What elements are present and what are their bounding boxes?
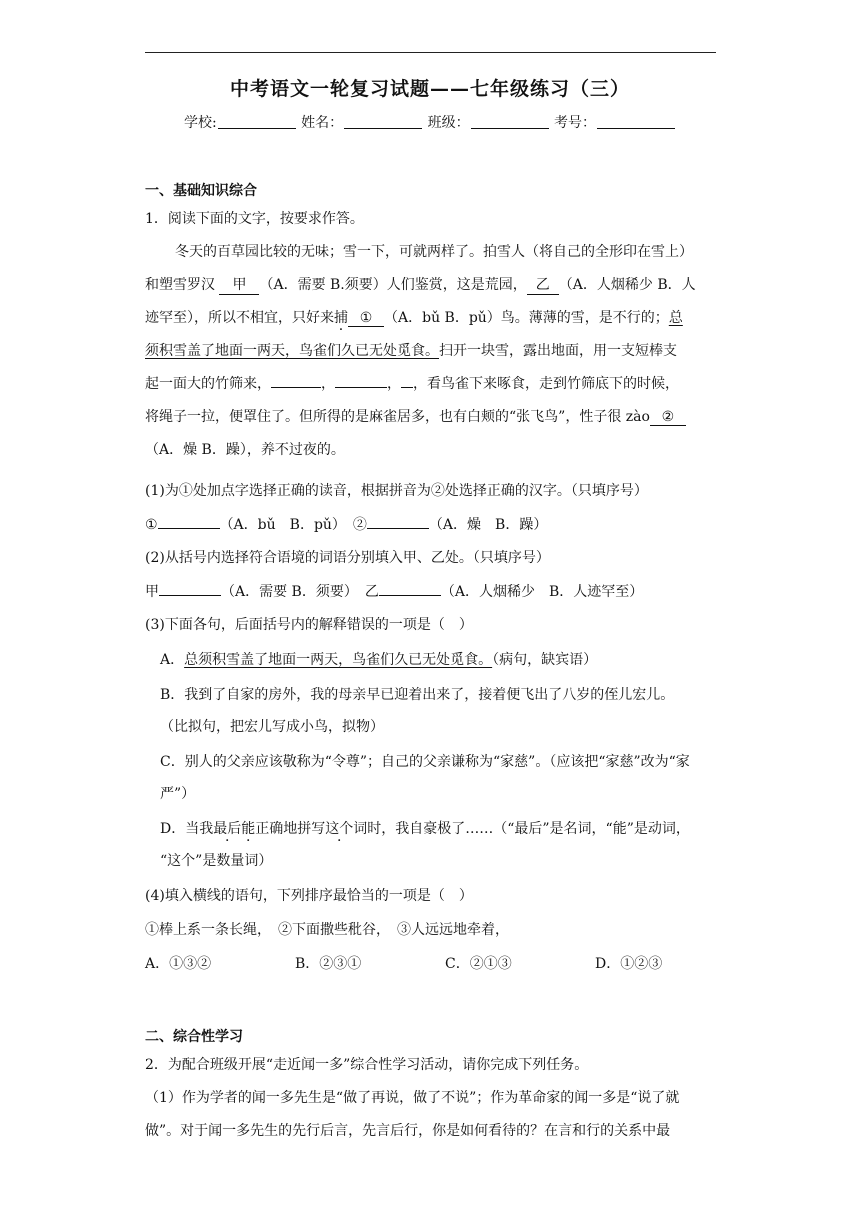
option-a: A．总须积雪盖了地面一两天，鸟雀们久已无处觅食。（病句，缺宾语） xyxy=(160,652,598,668)
exam-no-blank[interactable] xyxy=(597,114,675,129)
section-heading: 一、基础知识综合 xyxy=(145,183,257,199)
answer-blank[interactable] xyxy=(367,528,429,529)
option-d-note: “这个”是数量词） xyxy=(160,853,273,869)
choice-a[interactable]: A．①③② xyxy=(145,956,212,972)
name-blank[interactable] xyxy=(344,114,422,129)
class-label: 班级： xyxy=(427,115,470,131)
underlined-sentence: 须积雪盖了地面一两天，鸟雀们久已无处觅食。 xyxy=(145,343,439,359)
passage-line: 起一面大的竹筛来， ， ， ，看鸟雀下来啄食，走到竹筛底下的时候， xyxy=(145,376,679,392)
passage-line: 迹罕至），所以不相宜，只好来捕 ① （A．bǔ B．pǔ）鸟。薄薄的雪，是不行的；总 xyxy=(145,310,683,326)
dotted-word: 最后 xyxy=(213,821,242,837)
section-heading: 二、综合性学习 xyxy=(145,1029,243,1045)
passage-line: 和塑雪罗汉 甲 （A．需要 B.须要）人们鉴赏，这是荒园， 乙 （A．人烟稀少 B．人 xyxy=(145,274,720,295)
answer-line: 甲 （A．需要 B．须要） 乙 （A．人烟稀少 B．人迹罕至） xyxy=(145,584,644,600)
dotted-word: 这个 xyxy=(325,821,354,837)
question-text: （1）作为学者的闻一多先生是“做了再说，做了不说”；作为革命家的闻一多是“说了就 xyxy=(145,1090,680,1106)
answer-blank[interactable] xyxy=(158,528,220,529)
blank-1: ① xyxy=(348,310,384,327)
option-c-note: 严”） xyxy=(160,786,196,802)
question-prompt: 2．为配合班级开展“走近闻一多”综合性学习活动，请你完成下列任务。 xyxy=(145,1057,589,1073)
choice-d[interactable]: D．①②③ xyxy=(595,956,663,972)
passage-line: （A．燥 B．躁），养不过夜的。 xyxy=(145,442,345,458)
subquestion-3: (3)下面各句，后面括号内的解释错误的一项是（ ） xyxy=(145,617,473,633)
exam-no-label: 考号： xyxy=(554,115,597,131)
blank-2: ② xyxy=(650,409,686,426)
header-rule xyxy=(145,52,716,53)
underlined-sentence: 总 xyxy=(668,310,683,326)
subquestion-4: (4)填入横线的语句，下列排序最恰当的一项是（ ） xyxy=(145,888,473,904)
page-title: 中考语文一轮复习试题——七年级练习（三） xyxy=(229,78,630,100)
sentence-items: ①棒上系一条长绳， ②下面撒些秕谷， ③人远远地牵着， xyxy=(145,922,509,938)
student-info-line xyxy=(0,112,860,132)
fill-blank[interactable] xyxy=(271,387,321,388)
passage-line: 须积雪盖了地面一两天，鸟雀们久已无处觅食。扫开一块雪，露出地面，用一支短棒支 xyxy=(145,343,677,359)
choice-b[interactable]: B．②③① xyxy=(295,956,362,972)
question-text: 做”。对于闻一多先生的先行后言，先言后行，你是如何看待的？在言和行的关系中最 xyxy=(145,1123,671,1139)
choice-c[interactable]: C．②①③ xyxy=(445,956,512,972)
school-blank[interactable] xyxy=(218,114,296,129)
subquestion-2: (2)从括号内选择符合语境的词语分别填入甲、乙处。（只填序号） xyxy=(145,550,550,566)
blank-jia: 甲 xyxy=(219,274,259,295)
name-label: 姓名： xyxy=(301,115,344,131)
question-prompt: 1．阅读下面的文字，按要求作答。 xyxy=(145,211,364,227)
option-b-note: （比拟句，把宏儿写成小鸟，拟物） xyxy=(160,719,384,735)
dotted-char: 捕 xyxy=(334,310,348,326)
answer-blank[interactable] xyxy=(379,595,441,596)
passage-line: 将绳子一拉，便罩住了。但所得的是麻雀居多，也有白颊的“张飞鸟”，性子很 zào ② xyxy=(145,406,720,426)
fill-blank[interactable] xyxy=(401,387,413,388)
option-b: B．我到了自家的房外，我的母亲早已迎着出来了，接着便飞出了八岁的侄儿宏儿。 xyxy=(160,687,675,703)
fill-blank[interactable] xyxy=(335,387,387,388)
dotted-word: 能 xyxy=(241,821,256,837)
class-blank[interactable] xyxy=(471,114,549,129)
subquestion-1: (1)为①处加点字选择正确的读音，根据拼音为②处选择正确的汉字。（只填序号） xyxy=(145,483,648,499)
option-c: C．别人的父亲应该敬称为“令尊”；自己的父亲谦称为“家慈”。（应该把“家慈”改为“家 xyxy=(160,754,690,770)
blank-yi: 乙 xyxy=(527,274,559,295)
passage-line: 冬天的百草园比较的无味；雪一下，可就两样了。拍雪人（将自己的全形印在雪上） xyxy=(175,244,693,260)
answer-line: ① （A．bǔ B．pǔ） ② （A．燥 B．躁） xyxy=(145,517,548,533)
school-label: 学校: xyxy=(183,115,217,131)
choice-row xyxy=(145,953,720,973)
answer-blank[interactable] xyxy=(159,595,221,596)
option-d: D．当我最后能正确地拼写这个词时，我自豪极了……（“最后”是名词，“能”是动词， xyxy=(160,821,690,837)
